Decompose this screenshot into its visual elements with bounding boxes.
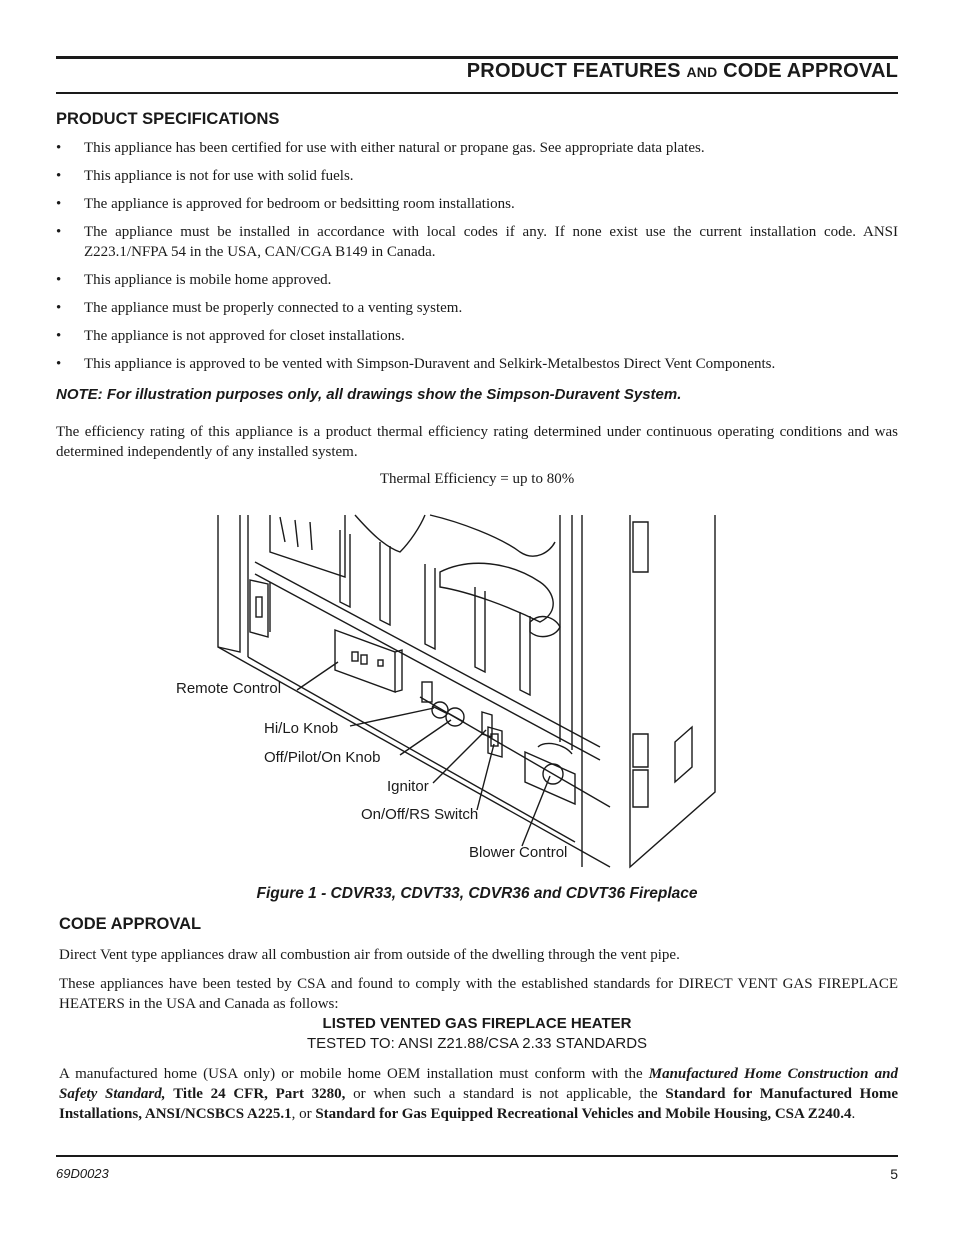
efficiency-paragraph: The efficiency rating of this appliance is a product thermal efficiency rating determined under continuous operating conditions and was determined independently of any installed system.: [56, 424, 898, 460]
document-number: 69D0023: [56, 1166, 109, 1181]
side-bracket-mid: [633, 734, 648, 767]
remote-control-callout: Remote Control: [176, 680, 282, 697]
log-2: [430, 515, 555, 556]
code-approval-heading: CODE APPROVAL: [59, 915, 202, 933]
code-approval-para-1: Direct Vent type appliances draw all combustion air from outside of the dwelling through the vent pipe.: [59, 947, 680, 963]
bullet: •: [56, 300, 62, 316]
ignitor-leader: [433, 730, 486, 783]
bullet: •: [56, 272, 62, 288]
manufactured-home-standard: Manufactured Home Construction and Safety Standard,: [59, 1066, 898, 1102]
note-text: : For illustration purposes only, all drawings show the Simpson-Duravent System.: [97, 386, 682, 403]
figure-caption: Figure 1 - CDVR33, CDVT33, CDVR36 and CDVT36 Fireplace: [256, 885, 698, 902]
list-item: • The appliance must be properly connected to a venting system.: [56, 300, 463, 316]
left-side-plate: [250, 580, 268, 637]
csa-z240-standard: Standard for Gas Equipped Recreational Vehicles and Mobile Housing, CSA Z240.4: [315, 1106, 852, 1122]
listed-heater-line: LISTED VENTED GAS FIREPLACE HEATER: [322, 1015, 632, 1032]
grate-bar-2: [380, 542, 390, 625]
thermal-efficiency-rating: Thermal Efficiency = up to 80%: [379, 471, 575, 487]
cabinet-right-side: [630, 515, 715, 867]
blower-control-callout: Blower Control: [469, 844, 568, 861]
specifications-list: [56, 138, 898, 382]
footer-rule: [56, 1155, 898, 1157]
left-side-switch: [256, 597, 262, 617]
title-part-2: CODE APPROVAL: [717, 60, 898, 82]
side-bracket-low: [633, 770, 648, 807]
log-3: [440, 563, 553, 622]
bullet: •: [56, 168, 62, 184]
header-top-rule: [56, 56, 898, 59]
blower-arc: [538, 743, 572, 754]
bullet: •: [56, 224, 62, 240]
header-bottom-rule: [56, 92, 898, 94]
side-vent-plate: [675, 727, 692, 782]
hi-lo-knob-leader: [350, 708, 434, 726]
off-pilot-on-knob-callout: Off/Pilot/On Knob: [264, 749, 381, 766]
ignitor-callout: Ignitor: [387, 778, 429, 795]
log-1: [355, 515, 425, 552]
manufactured-home-paragraph: A manufactured home (USA only) or mobile home OEM installation must conform with the Manufactured Home Construction and Safety Standard, Title 24 CFR, Part 3280, or when such a standard is not applicable, the Standard for Manufactured Home Installations, ANSI/NCSBCS A225.1, or Standard for Gas Equipped Recreational Vehicles and Mobile Housing, CSA Z240.4.: [59, 1066, 899, 1122]
ansi-ncsbcs-standard: Standard for Manufactured Home Installations, ANSI/NCSBCS A225.1: [59, 1086, 899, 1122]
remote-switch-1: [352, 652, 358, 661]
code-approval-para-2: These appliances have been tested by CSA and found to comply with the established standards for DIRECT VENT GAS FIREPLACE HEATERS in the USA and Canada as follows:: [59, 976, 898, 1012]
product-specifications-heading: PRODUCT SPECIFICATIONS: [56, 110, 280, 128]
list-item: • The appliance is approved for bedroom or bedsitting room installations.: [56, 196, 515, 212]
flame-lines: [280, 517, 312, 550]
grate-bar-5: [520, 612, 530, 695]
side-bracket-top: [633, 522, 648, 572]
cabinet-left-frame: [218, 515, 240, 652]
remote-control-box-side: [395, 650, 402, 692]
tested-standards-line: TESTED TO: ANSI Z21.88/CSA 2.33 STANDARDS: [306, 1035, 648, 1052]
bullet: •: [56, 328, 62, 344]
page-section-title: [467, 60, 898, 83]
bullet: •: [56, 140, 62, 156]
list-item: • This appliance is approved to be vented with Simpson-Duravent and Selkirk-Metalbestos Direct Vent Components.: [56, 356, 776, 372]
on-off-rs-switch-callout: On/Off/RS Switch: [361, 806, 479, 823]
on-off-rs-switch-body: [488, 727, 502, 757]
off-pilot-on-knob-leader: [400, 720, 451, 755]
title-part-1: PRODUCT FEATURES: [466, 60, 687, 82]
page-number: 5: [890, 1166, 898, 1182]
title-and: AND: [686, 64, 718, 80]
bullet: •: [56, 356, 62, 372]
hi-lo-knob-callout: Hi/Lo Knob: [264, 720, 339, 737]
illustration-note: [56, 386, 681, 403]
remote-switch-2: [361, 655, 367, 664]
list-item: • This appliance is mobile home approved.: [56, 272, 332, 288]
list-item: • The appliance must be installed in accordance with local codes if any. If none exist use the current installation code. ANSI Z223.1/NFPA 54 in the USA, CAN/CGA B149 in Canada.: [56, 224, 898, 260]
grate-bar-3: [425, 564, 435, 649]
title-24-cfr: Title 24 CFR, Part 3280,: [173, 1086, 346, 1102]
grate-bar-4: [475, 587, 485, 672]
remote-control-box: [335, 630, 395, 692]
blower-control-plate: [525, 752, 575, 804]
list-item: • This appliance is not for use with solid fuels.: [56, 168, 354, 184]
remote-control-leader: [297, 662, 338, 690]
note-label: NOTE: [56, 386, 98, 403]
list-item: • The appliance is not approved for closet installations.: [56, 328, 405, 344]
list-item: • This appliance has been certified for use with either natural or propane gas. See appropriate data plates.: [56, 140, 705, 156]
bullet: •: [56, 196, 62, 212]
remote-indicator: [378, 660, 383, 666]
